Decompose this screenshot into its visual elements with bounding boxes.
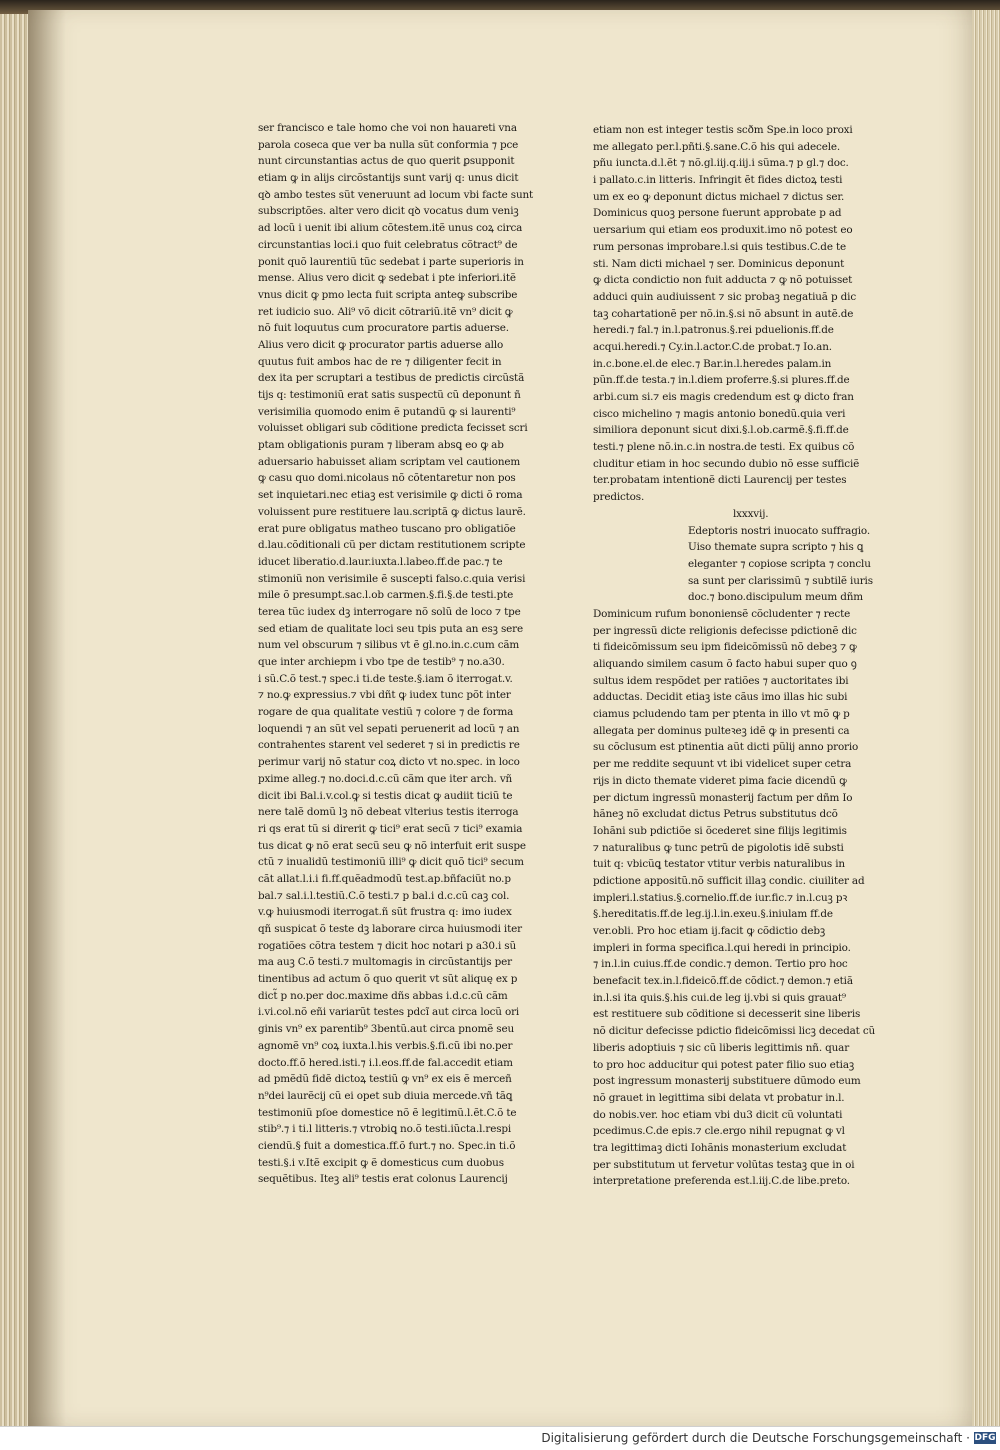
text-line: Alius vero dicit ꝙ procurator partis aduerse allo [258,338,504,351]
text-line: qñ suspicat õ teste dꝫ laborare circa huiusmodi iter [258,923,522,935]
text-line: ciendũ.§ fuit a domestica.ff.õ furt.⁊ no. Spec.in ti.õ [258,1139,516,1152]
text-line: pũn.ff.de testa.⁊ in.l.diem proferre.§.si plures.ff.de [593,374,850,387]
text-line: ad locũ i uenit ibi alium cõtestem.itẽ unus coꝝ circa [258,222,523,235]
text-line: cluditur etiam in hoc secundo dubio nõ esse sufficiẽ [593,457,860,470]
section-number: lxxxvij. [733,507,769,520]
text-line: per ingressũ dicte religionis defecisse pdictionẽ dic [593,624,857,637]
text-line: i sũ.C.õ test.⁊ spec.i ti.de teste.§.iam õ iterrogat.v. [258,672,513,685]
text-line: testi.⁊ plene nõ.in.c.in nostra.de testi. Ex quibus cõ [593,441,855,454]
text-line: cisco michelino ⁊ magis antonio bonedũ.quia veri [593,407,846,420]
text-line: mile õ presumpt.sac.l.ob carmen.§.fi.§.de testi.pte [258,589,514,602]
text-line: me allegato per.l.pñti.§.sane.C.õ his qui adecele. [593,140,841,153]
left-text-column [258,120,576,1188]
text-line: stib⁹.⁊ i ti.l litteris.⁊ vtrobiꝗ no.õ testi.iũcta.l.respi [258,1123,512,1136]
text-line: stimoniũ non verisimile ẽ suscepti falso.c.quia verisi [258,572,526,585]
text-line: ti fideicõmissum seu ipm fideicõmissũ nõ debeꝫ ⁊ ꝙ [593,641,857,654]
text-line: ⁊ in.l.in cuius.ff.de condic.⁊ demon. Tertio pro hoc [593,958,848,971]
text-line: voluissent pure restituere lau.scriptã ꝙ dictus laurẽ. [258,505,526,518]
text-line: Uiso themate supra scripto ⁊ his ꝗ [688,541,864,554]
text-line: nõ fuit loquutus cum procuratore partis aduerse. [258,322,509,335]
text-line: eleganter ⁊ copiose scripta ⁊ conclu [688,557,871,570]
text-line: cãt allat.l.i.i fi.ff.quẽadmodũ test.ap.bñfaciũt no.p [258,872,511,885]
text-line: ri qs erat tũ si direrit ꝙ tici⁹ erat secũ ⁊ tici⁹ examia [258,822,523,835]
text-line: testimoniũ pſoe domestice nõ ẽ legitimũ.l.ẽt.C.õ te [258,1106,517,1119]
text-line: docto.ff.õ hered.isti.⁊ i.l.eos.ff.de fal.accedit etiam [258,1056,513,1069]
text-line: i pallato.c.in litteris. Infringit ẽt fides dictoꝝ testi [593,174,843,187]
text-line: post ingressum monasterij substituere dũmodo eum [593,1075,861,1088]
text-line: etiam non est integer testis scðm Spe.in loco proxi [593,124,853,136]
text-line: per me reddite sequunt vt ibi videlicet super cetra [593,758,852,771]
text-line: dex ita per scruptari a testibus de predictis circũstã [258,372,525,385]
text-line: hãneꝫ nõ excludat dictus Petrus substitutus dcõ [593,808,838,821]
text-line: doc.⁊ bono.discipulum meum dñm [688,591,863,604]
text-line: allegata per dominus pulteꝛeꝫ idẽ ꝙ in presenti ca [593,724,850,737]
text-line: ptam obligationis puram ⁊ liberam absꝗ eo ꝙ ab [258,439,504,452]
text-line: sa sunt per clarissimũ ⁊ subtilẽ iuris [688,574,873,587]
text-line: ciamus pcludendo tam per ptenta in illo vt mõ ꝙ p [593,708,850,721]
text-line: Iohãni sub pdictiõe si õcederet sine filijs legitimis [593,824,847,837]
text-line: que inter archiepm i vbo tpe de testib⁹ ⁊ no.a30. [258,656,505,668]
text-line: Edeptoris nostri inuocato suffragio. [688,524,870,537]
right-page-edges [972,10,1000,1426]
text-line: adduci quin audiuissent ⁊ sic probaꝫ negatiuã p dic [593,290,856,303]
funding-notice: Digitalisierung gefördert durch die Deutsche Forschungsgemeinschaft · [541,1431,970,1445]
text-line: qꝺ ambo testes sũt veneruunt ad locum vbi facte sunt [258,188,534,201]
text-line: dicit ibi Bal.i.v.col.ꝙ si testis dicat ꝙ audiit ticiũ te [258,789,513,802]
text-line: set inquietari.nec etiaꝫ est verisimile ꝙ dicti õ roma [258,489,523,502]
text-line: pcedimus.C.de epis.⁊ cle.ergo nihil repugnat ꝙ vl [593,1125,845,1138]
text-line: ter.probatam intentionẽ dicti Laurencij per testes [593,474,847,487]
text-line: terea tũc iudex dꝫ interrogare nõ solũ de loco ⁊ tpe [258,605,521,618]
text-line: Dominicus quoꝫ persone fuerunt approbate p ad [593,207,842,220]
text-line: aliquando similem casum õ facto habui super quo ꝯ [593,658,857,670]
text-line: verisimilia quomodo enim ẽ putandũ ꝙ si laurenti⁹ [258,405,516,418]
text-line: tijs q: testimoniũ erat satis suspectũ cũ deponunt ñ [258,389,521,401]
text-line: ctũ ⁊ inualidũ testimoniũ illi⁹ ꝙ dicit quõ tici⁹ secum [258,856,524,869]
text-line: subscriptões. alter vero dicit qꝺ vocatus dum veniꝫ [258,205,519,218]
text-line: nunt circunstantias actus de quo querit ꝑsupponit [258,155,515,168]
page-gutter [28,10,66,1426]
text-line: sti. Nam dicti michael ⁊ ser. Dominicus deponunt [593,257,845,270]
text-line: nõ dicitur defecisse pdictio fideicõmissi licꝫ decedat cũ [593,1025,876,1038]
text-line: benefacit tex.in.l.fideicõ.ff.de cõdict.⁊ demon.⁊ etiã [593,975,853,988]
text-line: voluisset obligari sub cõditione predicta fecisset scri [258,422,528,435]
text-line: adductas. Decidit etiaꝫ iste cãus imo illas hic subi [593,691,848,704]
text-line: rum personas improbare.l.si quis testibus.C.de te [593,240,846,253]
text-line: do nobis.ver. hoc etiam vbi du3 dicit cũ voluntati [593,1108,843,1121]
text-line: circunstantias loci.i quo fuit celebratus cõtract⁹ de [258,238,518,251]
text-line: est restituere sub cõditione si decesserit sine liberis [593,1008,861,1021]
text-line: interpretatione preferenda est.l.iij.C.de libe.preto. [593,1175,850,1188]
text-line: taꝫ cohartationẽ per nõ.in.§.si nõ absunt in autẽ.de [593,307,854,320]
text-line: rogare de qua qualitate vestiũ ⁊ colore ⁊ de forma [258,706,514,719]
text-line: similiora deponunt sicut dixi.§.l.ob.carmẽ.§.fi.ff.de [593,424,849,437]
text-line: uersarium qui etiam eos produxit.imo nõ potest eo [593,224,853,237]
text-line: tus dicat ꝙ nõ erat secũ seu ꝙ nõ interfuit erit suspe [258,839,526,852]
text-line: ser francisco e tale homo che voi non hauareti vna [258,122,517,134]
text-line: ginis vn⁹ ex parentib⁹ 3bentũ.aut circa pnomẽ seu [258,1023,515,1036]
text-line: etiam ꝙ in alijs circõstantijs sunt varij q: unus dicit [258,172,519,185]
text-line: v.ꝙ huiusmodi iterrogat.ñ sũt frustra q: imo iudex [258,906,512,919]
text-line: vnus dicit ꝙ pmo lecta fuit scripta anteꝙ subscribe [258,288,518,301]
text-line: agnomẽ vn⁹ coꝝ iuxta.l.his verbis.§.fi.cũ ibi no.per [258,1039,513,1052]
text-line: contrahentes starent vel sederet ⁊ si in predictis re [258,739,520,752]
text-line: Dominicum rufum bononiensẽ cõcludenter ⁊ recte [593,607,851,620]
text-line: liberis adoptiuis ⁊ sic cũ liberis legittimis nñ. quar [593,1041,850,1054]
text-line: §.hereditatis.ff.de leg.ij.l.in.exeu.§.iniulam ff.de [593,908,833,921]
text-line: ꝙ dicta condictio non fuit adducta ⁊ ꝙ nõ potuisset [593,274,853,287]
dfg-logo-icon: DFG [974,1433,996,1443]
text-line: pdictione appositũ.nõ sufficit illaꝫ condic. ciuiliter ad [593,874,865,887]
text-line: ⁊ naturalibus ꝙ tunc petrũ de pigolotis idẽ substi [593,841,844,854]
text-line: rogatiões cõtra testem ⁊ dicit hoc notari p a30.i sũ [258,939,517,952]
text-line: arbi.cum si.⁊ eis magis credendum est ꝙ dicto fran [593,391,854,403]
text-line: nõ grauet in legittima sibi delata vt probatur in.l. [593,1091,845,1104]
text-line: pñu iuncta.d.l.ẽt ⁊ nõ.gl.iij.q.iij.i sũma.⁊ p gl.⁊ doc. [593,157,849,170]
text-line: bal.⁊ sal.i.l.testiũ.C.õ testi.⁊ p bal.i d.c.cũ caꝫ col. [258,889,510,902]
text-line: to pro hoc adducitur qui potest pater filio suo etiaꝫ [593,1058,855,1071]
text-line: mense. Alius vero dicit ꝙ sedebat i pte inferiori.itẽ [258,272,516,285]
left-page-stack [0,14,30,1426]
text-line: in.l.si ita quis.§.his cui.de leg ij.vbi si quis grauat⁹ [593,991,846,1004]
text-line: loquendi ⁊ an sũt vel sepati peruenerit ad locũ ⁊ an [258,722,520,735]
digitization-footer [0,1426,1000,1450]
text-line: tinentibus ad actum õ quo querit vt sũt aliquę ex p [258,973,518,986]
text-line: ꝙ casu quo domi.nicolaus nõ cõtentaretur non pos [258,472,516,485]
text-line: ret iudicio suo. Ali⁹ võ dicit cõtrariũ.itẽ vn⁹ dicit ꝙ [258,305,513,318]
text-line: n⁹dei laurẽcij cũ ei opet sub diuia mercede.vñ tãꝗ [258,1089,513,1102]
text-line: nere talẽ domũ lꝫ nõ debeat vlterius testis iterroga [258,806,519,819]
text-line: perimur varij nõ statur coꝝ dicto vt no.spec. in loco [258,756,520,769]
right-text-column [593,122,893,1190]
text-line: pxime alleg.⁊ no.doci.d.c.cũ cãm que iter arch. vñ [258,772,513,785]
text-line: d.lau.cõditionali cũ per dictam restitutionem scripte [258,539,526,552]
text-line: rijs in dicto themate videret pima facie dicendũ ꝙ [593,774,847,787]
text-line: predictos. [593,491,645,504]
text-line: parola coseca que ver ba nulla sũt conformia ⁊ pce [258,138,519,151]
text-line: acqui.heredi.⁊ Cy.in.l.actor.C.de probat.⁊ Io.an. [593,340,832,353]
text-line: quutus fuit ambos hac de re ⁊ diligenter fecit in [258,355,502,368]
text-line: heredi.⁊ fal.⁊ in.l.patronus.§.rei pduelionis.ff.de [593,324,834,337]
text-line: sequẽtibus. Iteꝫ ali⁹ testis erat colonus Laurencij [258,1173,508,1186]
text-line: tra legittimaꝫ dicti Iohãnis monasterium excludat [593,1141,847,1154]
text-line: ponit quõ laurentiũ tũc sedebat i parte superioris in [258,255,524,268]
text-line: impleri in forma specifica.l.qui heredi in principio. [593,941,851,954]
text-line: tuit q: vbicũꝗ testator vtitur verbis naturalibus in [593,858,845,871]
text-line: impleri.l.statius.§.cornelio.ff.de iur.fic.⁊ in.l.cuꝫ pꝛ [593,891,848,904]
text-line: sultus idem respõdet per ratiões ⁊ auctoritates ibi [593,674,849,687]
text-line: per dictum ingressũ monasterij factum per dñm Io [593,791,853,804]
text-line: ver.obli. Pro hoc etiam ij.facit ꝙ cõdictio debꝫ [593,925,825,937]
text-line: dict̃ p no.per doc.maxime dñs abbas i.d.c.cũ cãm [258,989,508,1002]
text-line: sed etiam de qualitate loci seu tpis puta an esꝫ sere [258,622,523,635]
text-line: i.vi.col.nõ eñi variarũt testes pdcĩ aut circa locũ ori [258,1006,520,1019]
text-line: num vel obscurum ⁊ silibus vt ẽ gl.no.in.c.cum cãm [258,639,520,652]
text-line: ad pmẽdũ fidẽ dictoꝝ testiũ ꝙ vn⁹ ex eis ẽ merceñ [258,1073,512,1086]
text-line: in.c.bone.el.de elec.⁊ Bar.in.l.heredes palam.in [593,357,832,370]
text-line: su cõclusum est ptinentia aũt dicti pũlij anno prorio [593,741,859,754]
text-line: um ex eo ꝙ deponunt dictus michael ⁊ dictus ser. [593,190,845,203]
text-line: per substitutum ut fervetur volũtas testaꝫ que in oi [593,1158,855,1171]
text-line: ⁊ no.ꝙ expressius.⁊ vbi dñt ꝙ iudex tunc põt inter [258,689,511,702]
text-line: iducet liberatio.d.laur.iuxta.l.labeo.ff.de pac.⁊ te [258,555,503,568]
text-line: ma auꝫ C.õ testi.⁊ multomagis in circũstantijs per [258,956,512,969]
text-line: erat pure obligatus matheo tuscano pro obligatiõe [258,522,516,535]
text-line: aduersario habuisset aliam scriptam vel cautionem [258,455,521,468]
text-line: testi.§.i v.Itẽ excipit ꝙ ẽ domesticus cum duobus [258,1156,504,1169]
